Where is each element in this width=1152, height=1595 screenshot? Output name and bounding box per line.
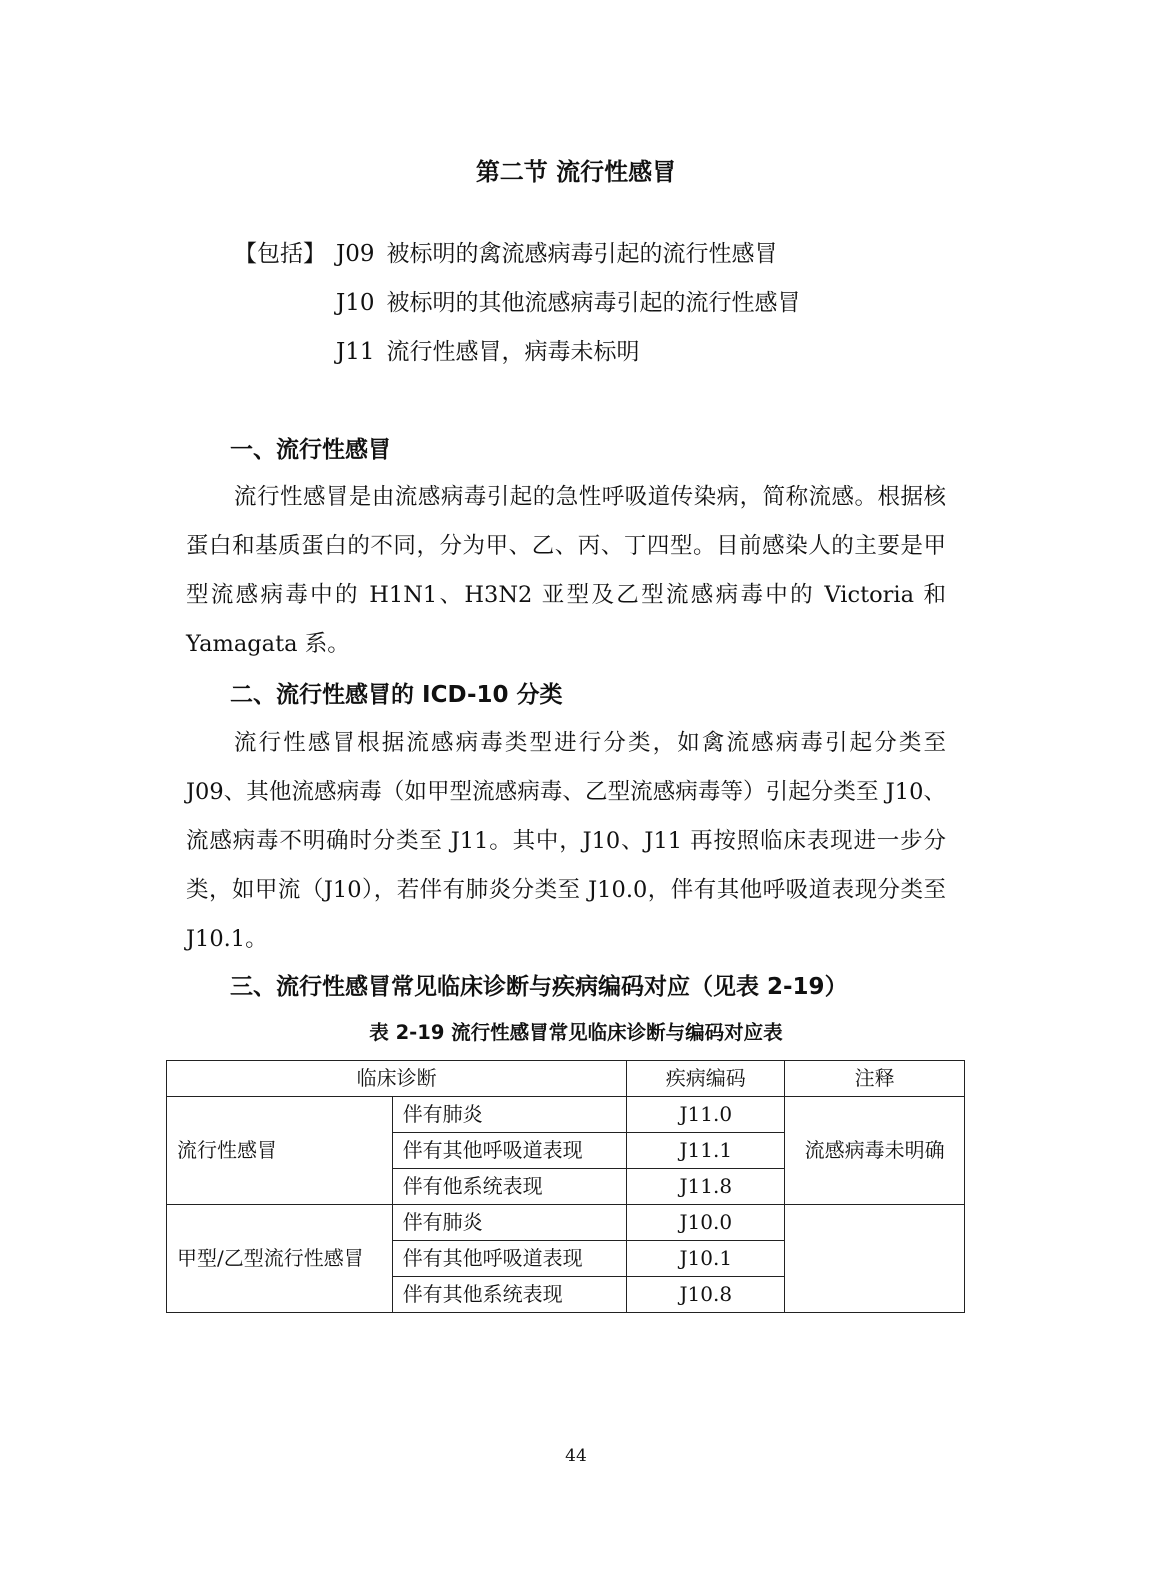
table-row — [167, 1205, 965, 1241]
table-header-row — [167, 1061, 965, 1097]
note-cell: 流感病毒未明确 — [785, 1097, 965, 1205]
include-item — [336, 283, 801, 323]
diagnosis-cell: 流行性感冒 — [167, 1097, 393, 1205]
header-code: 疾病编码 — [627, 1061, 785, 1097]
diagnosis-code-table — [166, 1060, 965, 1313]
section-heading-1: 一、流行性感冒 — [230, 437, 391, 463]
diagnosis-cell: 甲型/乙型流行性感冒 — [167, 1205, 393, 1313]
detail-cell: 伴有肺炎 — [392, 1205, 627, 1241]
include-label: 【包括】 — [234, 241, 326, 267]
table-caption: 表 2-19 流行性感冒常见临床诊断与编码对应表 — [369, 1021, 783, 1044]
include-item-text: 被标明的禽流感病毒引起的流行性感冒 — [386, 241, 778, 267]
table-row — [167, 1097, 965, 1133]
section-paragraph-1: 流行性感冒是由流感病毒引起的急性呼吸道传染病，简称流感。根据核蛋白和基质蛋白的不同，分为甲、乙、丙、丁四型。目前感染人的主要是甲型流感病毒中的 H1N1、H3N2 亚型及乙型流感病毒中的 Victoria 和 Yamagata 系。 — [186, 484, 946, 657]
code-cell: J11.1 — [627, 1133, 785, 1169]
page-number: 44 — [565, 1446, 587, 1466]
header-note: 注释 — [785, 1061, 965, 1097]
detail-cell: 伴有肺炎 — [392, 1097, 627, 1133]
include-item-code: J09 — [336, 241, 375, 267]
include-item-code: J10 — [336, 290, 375, 316]
include-item-code: J11 — [336, 339, 375, 365]
code-cell: J11.8 — [627, 1169, 785, 1205]
code-cell: J10.1 — [627, 1241, 785, 1277]
detail-cell: 伴有其他呼吸道表现 — [392, 1133, 627, 1169]
include-item-text: 被标明的其他流感病毒引起的流行性感冒 — [386, 290, 801, 316]
detail-cell: 伴有其他系统表现 — [392, 1277, 627, 1313]
section-paragraph-2: 流行性感冒根据流感病毒类型进行分类，如禽流感病毒引起分类至 J09、其他流感病毒（如甲型流感病毒、乙型流感病毒等）引起分类至 J10、流感病毒不明确时分类至 J11。其中，J10、J11 再按照临床表现进一步分类，如甲流（J10），若伴有肺炎分类至 J10.0，伴有其他呼吸道表现分类至 J10.1。 — [186, 730, 946, 952]
include-item-text: 流行性感冒，病毒未标明 — [386, 339, 640, 365]
section-heading-2: 二、流行性感冒的 ICD-10 分类 — [230, 682, 563, 708]
note-cell — [785, 1205, 965, 1313]
detail-cell: 伴有他系统表现 — [392, 1169, 627, 1205]
include-item — [336, 234, 778, 274]
code-cell: J10.8 — [627, 1277, 785, 1313]
code-cell: J10.0 — [627, 1205, 785, 1241]
detail-cell: 伴有其他呼吸道表现 — [392, 1241, 627, 1277]
header-diagnosis: 临床诊断 — [167, 1061, 627, 1097]
section-heading-3: 三、流行性感冒常见临床诊断与疾病编码对应（见表 2-19） — [230, 974, 848, 1000]
include-item — [336, 332, 640, 372]
code-cell: J11.0 — [627, 1097, 785, 1133]
section-title: 第二节 流行性感冒 — [475, 158, 677, 186]
